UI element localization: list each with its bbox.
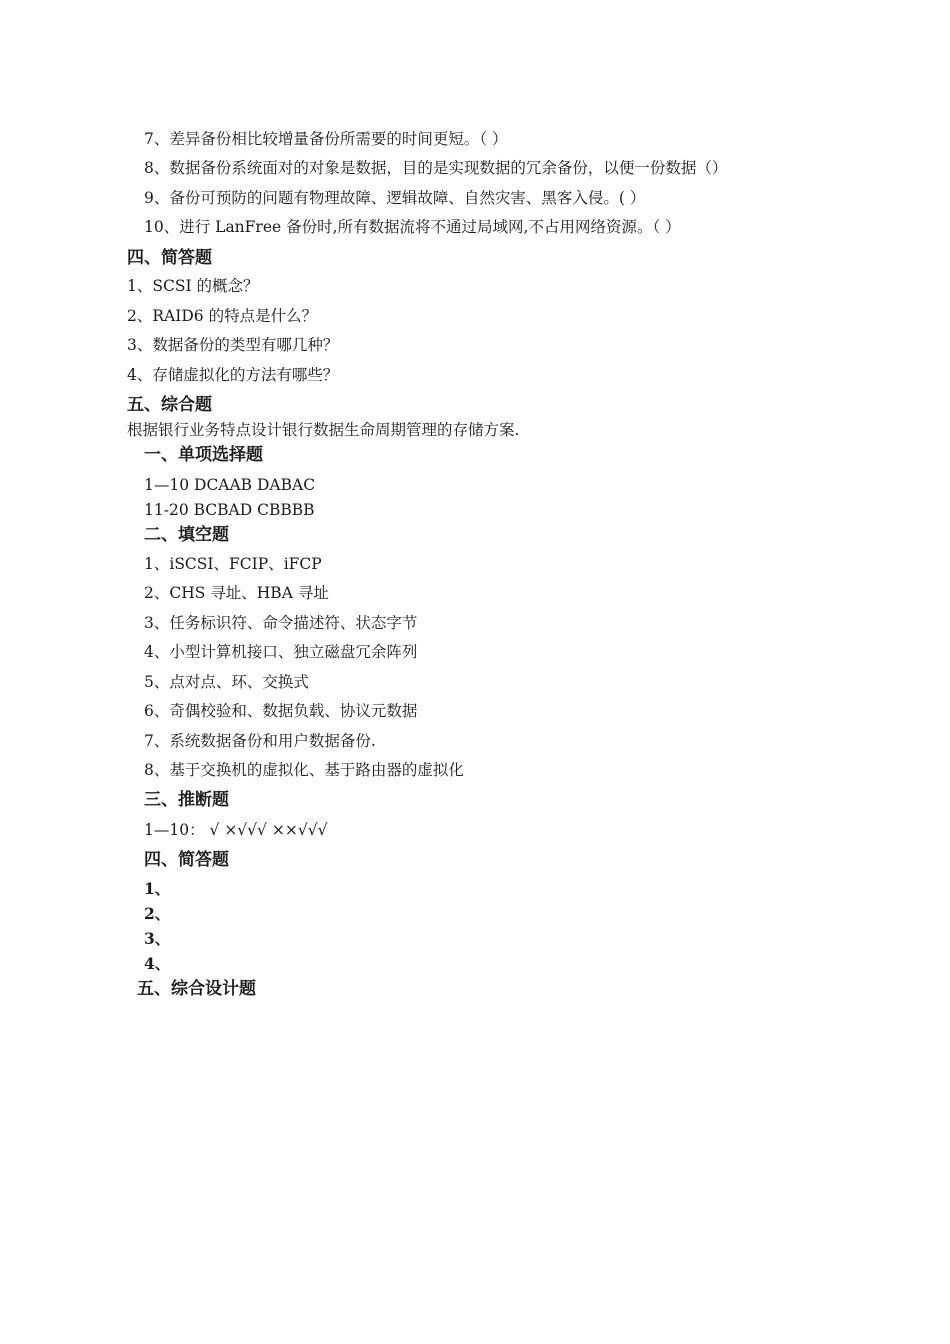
answer-design-heading: 五、综合设计题 [137,979,256,999]
answer-fill-line-7: 7、系统数据备份和用户数据备份. [144,732,376,750]
answer-choice-line-2: 11-20 BCBAD CBBBB [144,501,315,519]
answer-fill-line-3: 3、任务标识符、命令描述符、状态字节 [144,614,418,632]
answer-choice-line-1: 1—10 DCAAB DABAC [144,476,316,494]
answer-fill-line-1: 1、iSCSI、FCIP、iFCP [144,555,322,573]
short-question-1: 1、SCSI 的概念？ [127,277,259,295]
answer-fill-line-2: 2、CHS 寻址、HBA 寻址 [144,584,329,602]
judge-item-9: 9、备份可预防的问题有物理故障、逻辑故障、自然灾害、黑客入侵。( ） [144,189,646,207]
section-5-heading: 五、综合题 [127,395,212,415]
answer-fill-line-5: 5、点对点、环、交换式 [144,673,309,691]
section-5-text: 根据银行业务特点设计银行数据生命周期管理的存储方案. [127,421,520,439]
answer-choice-heading: 一、单项选择题 [144,445,263,465]
short-question-4: 4、存储虚拟化的方法有哪些？ [127,366,339,384]
answer-fill-heading: 二、填空题 [144,525,229,545]
answer-short-line-3: 3、 [144,929,171,948]
answer-fill-line-8: 8、基于交换机的虚拟化、基于路由器的虚拟化 [144,761,464,779]
answer-fill-line-4: 4、小型计算机接口、独立磁盘冗余阵列 [144,643,418,661]
answer-fill-line-6: 6、奇偶校验和、数据负载、协议元数据 [144,702,418,720]
judge-item-10: 10、进行 LanFree 备份时,所有数据流将不通过局域网,不占用网络资源。（ ） [144,218,681,236]
judge-item-7: 7、差异备份相比较增量备份所需要的时间更短。（ ） [144,130,508,148]
judge-item-8: 8、数据备份系统面对的对象是数据，目的是实现数据的冗余备份，以便一份数据（） [144,159,728,177]
answer-short-heading: 四、简答题 [144,850,229,870]
answer-short-line-1: 1、 [144,879,171,898]
answer-short-line-4: 4、 [144,954,171,973]
section-4-heading: 四、简答题 [127,248,212,268]
answer-judge-heading: 三、推断题 [144,790,229,810]
short-question-3: 3、数据备份的类型有哪几种？ [127,336,339,354]
answer-short-line-2: 2、 [144,904,171,923]
answer-judge-line: 1—10： √ ×√√√ ××√√√ [144,821,328,839]
short-question-2: 2、RAID6 的特点是什么？ [127,307,318,325]
